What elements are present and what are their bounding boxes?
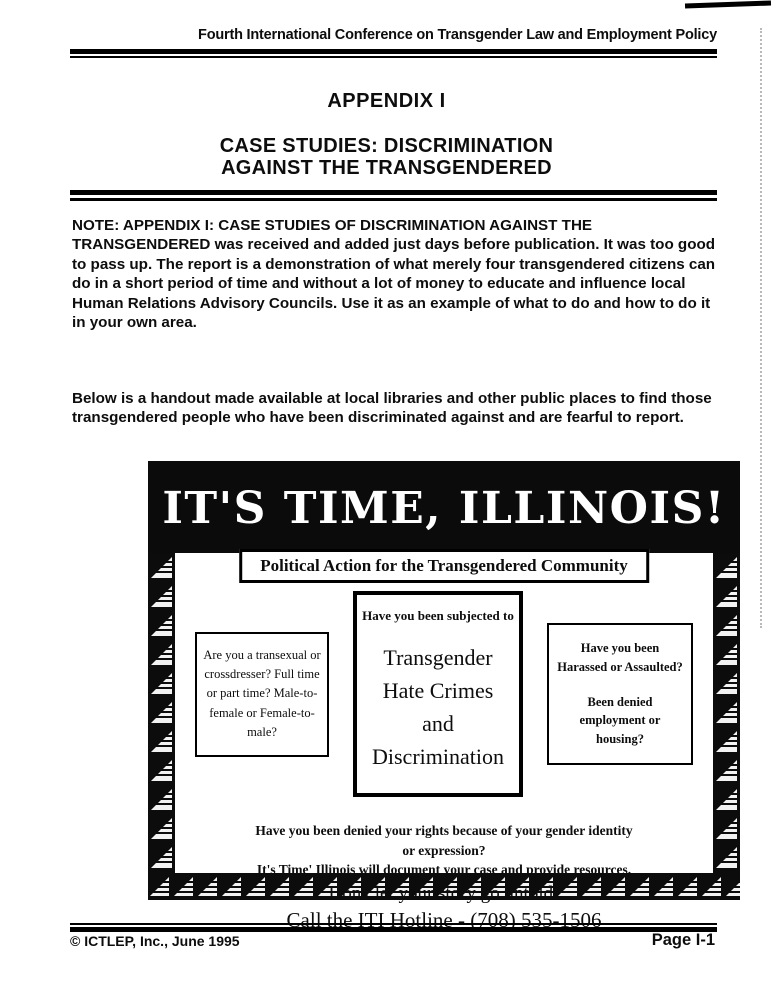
scan-artifact-corner bbox=[685, 1, 771, 9]
flyer-title: IT'S TIME, ILLINOIS! bbox=[162, 482, 726, 534]
scan-artifact-edge bbox=[760, 28, 762, 628]
flyer-content bbox=[175, 553, 713, 932]
header-rule bbox=[70, 49, 717, 58]
center-question-box bbox=[353, 591, 523, 797]
triangle-border-left-icon bbox=[148, 553, 175, 873]
footer-page-number: Page I-1 bbox=[651, 931, 715, 949]
right-question-box bbox=[547, 623, 693, 765]
right-box-question2: Been denied employment or housing? bbox=[579, 694, 661, 747]
triangle-border-right-icon bbox=[713, 553, 740, 873]
center-box-line: Hate Crimes bbox=[382, 678, 494, 704]
hotline-line: Call the ITI Hotline - (708) 535-1506 bbox=[286, 907, 602, 932]
title-rule bbox=[70, 190, 717, 201]
footer-rule bbox=[70, 923, 717, 932]
center-box-line: Transgender bbox=[383, 645, 493, 671]
flyer-banner: Political Action for the Transgendered Community bbox=[239, 549, 649, 583]
rights-question-line2: or expression? bbox=[402, 842, 486, 858]
center-box-line: and bbox=[422, 711, 454, 737]
flyer-middle bbox=[148, 553, 740, 932]
resources-line: It's Time' Illinois will document your case and provide resources. bbox=[256, 862, 632, 878]
rights-question-line1: Have you been denied your rights because of your gender identity bbox=[255, 823, 633, 839]
right-box-question1: Have you been Harassed or Assaulted? bbox=[557, 641, 683, 674]
story-line: Don't let your story go untold! bbox=[328, 882, 560, 904]
left-question-box: Are you a transexual or crossdresser? Full time or part time? Male-to-female or Female-to-male? bbox=[195, 632, 329, 757]
question-boxes bbox=[175, 591, 713, 797]
page-title-line1: CASE STUDIES: DISCRIMINATION bbox=[219, 135, 554, 157]
flyer-title-band bbox=[148, 461, 740, 553]
flyer bbox=[148, 461, 740, 932]
page-title-line2: AGAINST THE TRANSGENDERED bbox=[221, 157, 552, 179]
note-paragraph: NOTE: APPENDIX I: CASE STUDIES OF DISCRIMINATION AGAINST THE TRANSGENDERED was received and added just days before publication. It was too good to pass up. The report is a demonstration of what merely four transgendered citizens can do in a short period of time and without a lot of money to educate and influence local Human Relations Advisory Councils. Use it as an example of what to do and how to do it in your own area. bbox=[72, 217, 716, 332]
center-box-main bbox=[362, 641, 514, 773]
running-header: Fourth International Conference on Transgender Law and Employment Policy bbox=[198, 27, 717, 43]
footer-copyright: © ICTLEP, Inc., June 1995 bbox=[70, 933, 240, 949]
page-title bbox=[0, 135, 773, 179]
center-box-lead: Have you been subjected to bbox=[362, 608, 514, 623]
center-box-line: Discrimination bbox=[372, 744, 504, 770]
flyer-bottom-text bbox=[175, 821, 713, 933]
intro-paragraph: Below is a handout made available at local libraries and other public places to find those transgendered people who have been discriminated against and are fearful to report. bbox=[72, 390, 712, 427]
appendix-title: APPENDIX I bbox=[327, 90, 446, 112]
